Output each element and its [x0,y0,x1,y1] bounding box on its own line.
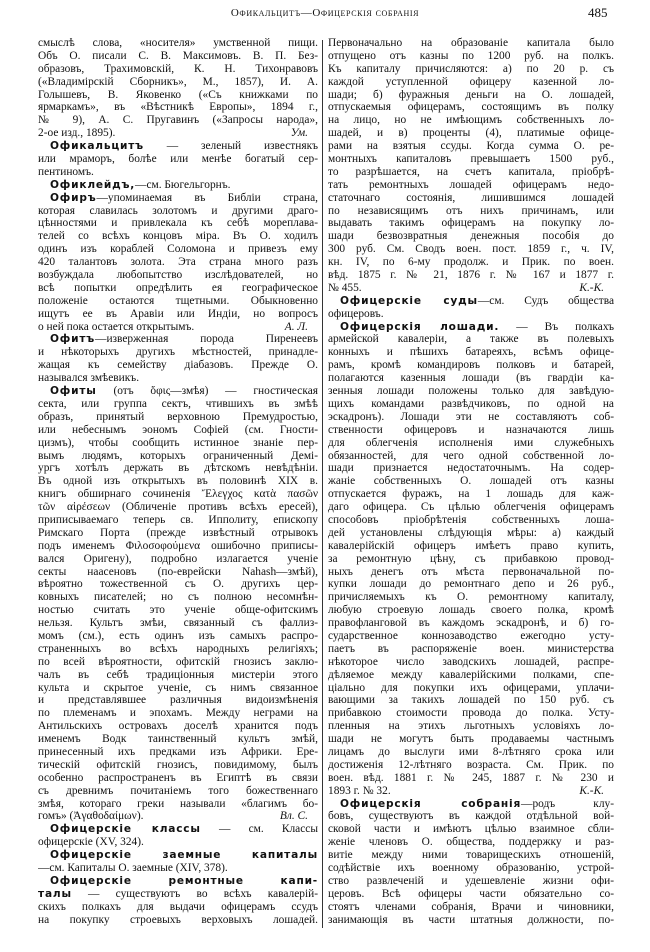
line-text: —см. Судъ общества [477,294,614,307]
text-line [328,140,614,153]
text-line [328,192,614,205]
text-line [38,462,318,475]
text-line [38,720,318,733]
line-text: назывался змѣевикъ. [38,372,140,385]
line-text: обязанностей, для чего одной собственной ло- [328,449,614,462]
text-line [328,437,614,450]
text-line [38,437,318,450]
text-line [38,450,318,463]
text-line [38,76,318,89]
author-signature: А. Л. [284,320,308,333]
text-line [38,346,318,359]
line-text: одинъ изъ кораблей Соломона и привезъ ему [38,243,318,256]
line-text: —см. Бюгельгорнъ. [135,178,231,191]
text-line [38,359,318,372]
line-text: отпускаемыя офицерамъ, состоящимъ въ полку [328,101,614,114]
headword: Офицерскія лошади. [340,320,500,333]
text-line [328,785,614,798]
line-text: полагаются казенныя лошади (въ гвардіи ка- [328,372,614,385]
text-line [38,411,318,424]
line-text: всѣ попытки опредѣлить ея географическое [38,281,318,294]
line-text: книгъ обширнаго сочиненія Ἔλεγχος κατὰ πασῶν [38,488,318,501]
text-line [328,553,614,566]
text-line [38,308,318,321]
line-text: ство развлеченій и удешевленіе жизни офи- [328,874,614,887]
line-text: ціально для покупки ихъ офицерами, уплачи- [328,681,614,694]
text-line [328,76,614,89]
text-line [38,630,318,643]
line-text: лицамъ до выслуги ими 8-лѣтняго срока или [328,745,614,758]
text-line [328,643,614,656]
line-text: ищутъ ее въ Аравіи или Индіи, но вопросъ [38,307,318,320]
text-line [328,230,614,243]
line-text: статочнаго состоянія, лишившимся лошадей [328,191,614,204]
headword: талы [38,887,72,900]
line-text: тическій офитскій гнозисъ, повидимому, былъ [38,758,318,771]
text-line [328,153,614,166]
line-text: № 9), А. С. Пругавинъ («Запросы народа», [38,114,318,127]
line-text: шади признается недостаточнымъ. На содер- [328,462,614,475]
line-text: образъ, принятый верховною Премудростью, [38,410,318,423]
text-line [38,888,318,901]
text-line [328,101,614,114]
line-text: отпущено отъ казны по 1200 руб. на полкъ. [328,49,614,62]
line-text: сковой части и имѣютъ цѣлью взаимное сбли- [328,823,614,836]
line-text: возбуждала любопытство изслѣдователей, но [38,269,318,282]
line-text: выдавать такимъ офицерамъ на покупку ло- [328,217,614,230]
line-text: скихъ полкахъ для выдачи офицерамъ ссудъ [38,900,318,913]
line-text: жащая къ семейству діабазовъ. Прежде О. [38,359,318,372]
line-text: вѣд. 1875 г. № 21, 1876 г. № 167 и 1877 г. [328,269,614,282]
text-line [38,617,318,630]
line-text: τῶν αἱρέσεων (Обличеніе противъ всѣхъ ересей), [38,501,318,514]
line-text: монтныхъ капиталовъ превышаетъ 1500 руб., [328,153,614,166]
line-text: на лицо, но не имѣющимъ собственныхъ ло- [328,114,614,127]
line-text: правофланговой въ каждомъ эскадронѣ, и б) го- [328,617,614,630]
line-text: пентиномъ. [38,165,94,178]
text-line [328,63,614,76]
line-text: церовъ. Всѣ офицеры части обязательно со- [328,887,614,900]
text-line [38,669,318,682]
text-line [38,321,318,334]
headword: Офитъ [50,333,96,346]
text-line [328,566,614,579]
line-text: (отъ ὄφις—змѣя) — гностическая [96,385,318,398]
text-line [328,759,614,772]
entry-first-line [38,140,318,153]
entry-first-line [38,849,318,862]
text-line [38,772,318,785]
text-line [328,282,614,295]
text-line [38,269,318,282]
text-line [328,372,614,385]
text-line [328,37,614,50]
text-line [38,643,318,656]
headword: Офицерскіе суды [340,294,478,307]
line-text: шади; б) фуражныя деньги на О. лошадей, [328,88,614,101]
text-line [38,901,318,914]
line-text: гомъ» (Ἀγαθοδαίμων). [38,810,144,823]
line-text: особенно распространенъ въ Египтѣ въ связи [38,771,318,784]
text-line [328,914,614,927]
entry-first-line [328,321,614,334]
line-text: Первоначально на образованіе капитала было [328,37,614,49]
text-line [328,901,614,914]
text-line [328,127,614,140]
text-line [38,798,318,811]
line-text: витіе между ними товарищескихъ отношеній, [328,849,614,862]
text-line [38,746,318,759]
entry-first-line [328,798,614,811]
line-text: воен. вѣд. 1881 г. № 245, 1887 г. № 230 и [328,771,614,784]
line-text: дѣляемое между кавалерійскими полками, спе- [328,668,614,681]
line-text: о ней пока остается открытымъ. [38,320,195,333]
line-text: —родъ клу- [521,797,614,810]
line-text: ургъ хотѣлъ держать въ дѣтскомъ невѣдѣніи. [38,462,318,475]
running-header: Офикальцитъ—Офицерскія собранія [230,7,420,19]
text-line [328,669,614,682]
line-text: кавалерійскій офицеръ имѣетъ право купить, [328,539,614,552]
text-line [328,823,614,836]
headword: Офицерскіе заемные капиталы [50,849,318,862]
author-signature: К.-К. [579,281,604,294]
line-text: для облегченія исполненія ими служебныхъ [328,436,614,449]
line-text: 300 руб. См. Сводъ воен. пост. 1859 г., ч. IV, [328,243,614,256]
text-line [328,346,614,359]
line-text: конныхъ и пѣшихъ батареяхъ, всѣмъ офице- [328,346,614,359]
line-text: шадей, и в) проценты (4), платимые офице- [328,127,614,140]
column-divider [322,40,323,928]
headword: Офицерскіе ремонтные капи- [50,874,318,887]
line-text: чалъ въ себѣ традиціонныя мистеріи этого [38,668,318,681]
text-line [328,243,614,256]
text-line [328,617,614,630]
line-text: офицеровъ. [328,307,384,320]
text-line [38,205,318,218]
line-text: по племенамъ и эпохамъ. Между неграми на [38,707,318,720]
text-line [328,591,614,604]
line-text: —упоминаемая въ Библіи страна, [96,191,318,204]
line-text: —см. Капиталы О. заемные (XIV, 378). [38,862,228,874]
text-line [328,205,614,218]
line-text: смыслѣ слова, «носителя» умственной пищи. [38,37,318,49]
text-line [38,604,318,617]
line-text: цѣнностями и привлекала къ себѣ мореплава- [38,217,318,230]
text-line [38,243,318,256]
text-line [328,888,614,901]
entry-first-line [328,295,614,308]
line-text: пленныя на этихъ льготныхъ условіяхъ ло- [328,720,614,733]
text-line [328,50,614,63]
text-line [38,282,318,295]
line-text: ковныхъ писателей; но съ полною несомнѣн- [38,591,318,604]
line-text: бовъ, существуютъ въ каждой отдѣльной вой- [328,810,614,823]
left-column [38,37,318,926]
entry-first-line [38,179,318,192]
text-line [38,295,318,308]
line-text: 1893 г. № 32. [328,784,391,797]
text-line [38,372,318,385]
entry-first-line [38,192,318,205]
text-line [328,411,614,424]
line-text: офицерскіе (XV, 324). [38,836,144,849]
text-line [328,488,614,501]
text-line [328,385,614,398]
line-text: рами на взятыя ссуды. Когда сумма О. ре- [328,140,614,153]
text-line [38,566,318,579]
text-line [328,514,614,527]
line-text: даго офицера. Съ цѣлью облегченія офицерамъ [328,501,614,514]
line-text: Антильскихъ островахъ доселѣ хранится подъ [38,720,318,733]
text-line [328,707,614,720]
line-text: паетъ въ распоряженіе воен. министерства [328,642,614,655]
text-line [328,269,614,282]
line-text: тать ремонтныхъ лошадей офицерамъ недо- [328,178,614,191]
text-line [38,527,318,540]
line-text: то разрѣшается, на счетъ капитала, пріобрѣ- [328,165,614,178]
line-text: нельзя. Культъ змѣи, связанный съ фаллиз- [38,617,318,630]
text-line [328,604,614,617]
entry-first-line [38,333,318,346]
text-line [38,540,318,553]
line-text: эскадронъ). Лошади эти не составляютъ соб- [328,410,614,423]
line-text: — существуютъ во всѣхъ кавалерій- [71,887,318,900]
text-line [38,475,318,488]
line-text: шади безвозвратныя денежныя пособія до [328,230,614,243]
line-text: отпускается фуражъ, на 1 лошадь для каж- [328,488,614,501]
text-line [328,450,614,463]
line-text: культа и скрытое ученіе, съ нимъ связанное [38,681,318,694]
text-line [328,114,614,127]
text-line [38,914,318,927]
author-signature: Ум. [290,127,308,140]
line-text: занимающія въ части штатныя должности, по- [328,913,614,926]
line-text: съ древнимъ почитаніемъ того божественнаго [38,784,318,797]
line-text: 2-ое изд., 1895). [38,127,116,140]
line-text: — см. Классы [200,823,318,836]
line-text: способовъ пріобрѣтенія собственныхъ лоша- [328,513,614,526]
line-text: Къ капиталу причисляются: а) по 20 р. съ [328,62,614,75]
text-line [328,256,614,269]
line-text: нѣкоторое число заводскихъ лошадей, распре- [328,655,614,668]
author-signature: Вл. С. [279,810,308,823]
text-line [38,733,318,746]
text-line [38,810,318,823]
text-line [328,527,614,540]
text-line [38,694,318,707]
text-line [328,746,614,759]
entry-first-line [38,823,318,836]
text-line [38,89,318,102]
entry-first-line [38,385,318,398]
text-line [38,707,318,720]
line-text: рамъ, кромѣ командировъ полковъ и батарей, [328,359,614,372]
line-text: женіе членовъ О. общества, поддержку и раз- [328,836,614,849]
line-text: телей со всѣхъ концовъ міра. Въ О. ходилъ [38,230,318,243]
line-text: по независящимъ отъ нихъ причинамъ, или [328,204,614,217]
line-text: ностью считать это ученіе обще-офитскимъ [38,604,318,617]
text-line [38,785,318,798]
text-line [38,230,318,243]
text-line [328,501,614,514]
line-text: за ремонтную цѣну, съ прибавкою провод- [328,552,614,565]
page-number: 485 [588,5,608,20]
text-line [328,694,614,707]
text-line [38,101,318,114]
text-line [328,359,614,372]
line-text: и представлявшее различныя видоизмѣненія [38,694,318,707]
line-text: и нѣкоторыхъ другихъ мѣстностей, принадле- [38,346,318,359]
line-text: которая славилась золотомъ и другими драго- [38,204,318,217]
text-line [38,488,318,501]
line-text: — зеленый известнякъ [143,140,318,153]
text-line [328,682,614,695]
line-text: вымъ людямъ, которыхъ ограниченный Демі- [38,449,318,462]
line-text: зенныя лошади положены только для завѣдую- [328,385,614,398]
text-line [38,50,318,63]
text-line [38,514,318,527]
line-text: любую строевую лошадь своего полка, кромѣ [328,604,614,617]
line-text: страненныхъ во всѣхъ народныхъ религіяхъ; [38,642,318,655]
line-text: достиженія 12-лѣтняго возраста. См. Прик. по [328,758,614,771]
text-line [38,37,318,50]
headword: Офицерскія собранія [340,797,522,810]
text-line [38,836,318,849]
line-text: Римскаго Порта (прежде извѣстный отрывокъ [38,526,318,539]
author-signature: К.-К. [579,784,604,797]
text-line [328,630,614,643]
line-text: секты наасеновъ (по-еврейски Nahash—змѣй), [38,565,318,578]
line-text: 420 талантовъ золота. Эта страна много разъ [38,256,318,269]
text-line [328,217,614,230]
line-text: ярмаркамъ», въ «Вѣстникѣ Европы», 1894 г., [38,101,318,114]
text-line [328,462,614,475]
text-line [38,862,318,875]
text-line [328,772,614,785]
text-line [328,475,614,488]
line-text: содѣйствіе ихъ военному образованію, устрой- [328,862,614,874]
line-text: — Въ полкахъ [499,320,614,333]
line-text: стоятъ членами собранія, Врачи и чиновники, [328,900,614,913]
line-text: ныхъ денегъ отъ мѣста первоначальной по- [328,565,614,578]
line-text: («Владимірскій Сборникъ», М., 1857), И. А. [38,75,318,88]
line-text: приписываемаго теперь св. Ипполиту, епископу [38,513,318,526]
line-text: Въ одной изъ открытыхъ въ половинѣ XIX в. [38,475,318,488]
line-text: образовъ, Трахимовскій, К. Н. Тихонравовъ [38,62,318,75]
line-text: каждой уступленной офицеру казенной ло- [328,75,614,88]
line-text: или небеснымъ эономъ Софіей (см. Гности- [38,423,318,436]
text-line [328,810,614,823]
text-line [38,553,318,566]
text-line [38,63,318,76]
line-text: цизмъ), чтобы сообщить истинное знаніе пер- [38,436,318,449]
text-line [328,875,614,888]
text-line [38,759,318,772]
text-line [328,308,614,321]
text-line [328,89,614,102]
line-text: змѣя, котораго греки называли «благимъ бо- [38,797,318,810]
line-text: причисляемыхъ къ О. ремонтному капиталу, [328,591,614,604]
text-line [328,578,614,591]
text-line [328,398,614,411]
text-line [328,720,614,733]
headword: Офиты [50,385,97,398]
line-text: принесенный ихъ предками изъ Африки. Ере- [38,745,318,758]
text-line [38,682,318,695]
text-line [328,656,614,669]
headword: Офикальцитъ [50,140,144,153]
line-text: положеніе остаются тщетными. Обыкновенно [38,294,318,307]
text-line [38,217,318,230]
line-text: щихъ командами развѣдчиковъ, по одной на [328,397,614,410]
line-text: вающими за такихъ лошадей по 150 руб. съ [328,694,614,707]
text-line [328,179,614,192]
line-text: шади не могутъ быть продаваемы частнымъ [328,733,614,746]
line-text: подъ именемъ Φιλοσοφούμενα ошибочно приписы- [38,539,318,552]
text-line [38,501,318,514]
line-text: момъ (см.), есть одинъ изъ самыхъ распро- [38,629,318,642]
text-line [328,333,614,346]
text-line [328,424,614,437]
line-text: именемъ Водк таинственный культъ змѣй, [38,733,318,746]
text-line [38,578,318,591]
headword: Офицерскіе классы [50,823,201,836]
line-text: кн. IV, по 6-му продолж. и Прик. по воен. [328,256,614,269]
line-text: № 455. [328,281,362,294]
line-text: вался Оригену), подробно излагается ученіе [38,552,318,565]
line-text: вѣроятно тожественной съ О. другихъ цер- [38,578,318,591]
headword: Офиръ [50,191,97,204]
entry-first-line [38,875,318,888]
line-text: сударственное коннозаводство ежегодно усту- [328,629,614,642]
line-text: на покупку строевыхъ верховыхъ лошадей. [38,913,318,926]
text-line [328,733,614,746]
text-line [328,166,614,179]
text-line [38,153,318,166]
line-text: дей установлены слѣдующія мѣры: а) каждый [328,526,614,539]
line-text: прибавкою стоимости провода до полка. Усту- [328,707,614,720]
line-text: Голышевъ, В. Яковенко («Съ книжками по [38,88,318,101]
text-line [38,424,318,437]
headword: Офиклейдъ, [50,178,136,191]
text-line [38,127,318,140]
line-text: ственности офицеровъ и назначаются лишь [328,423,614,436]
text-line [38,656,318,669]
line-text: —изверженная порода Пиренеевъ [95,333,318,346]
text-line [328,849,614,862]
text-line [38,256,318,269]
text-line [38,166,318,179]
line-text: жаніе собственныхъ О. лошадей отъ казны [328,475,614,488]
text-line [38,591,318,604]
line-text: по всей вѣроятности, офитскій гнозисъ заклю- [38,655,318,668]
line-text: Объ О. писали С. В. Максимовъ. В. П. Без- [38,49,318,62]
text-line [38,114,318,127]
text-line [328,836,614,849]
right-column [328,37,614,926]
line-text: или мраморъ, болѣе или менѣе богатый сер- [38,153,318,166]
line-text: купки лошади до ремонтнаго депо и 26 руб., [328,578,614,591]
line-text: секта, или группа сектъ, чтившихъ въ змѣѣ [38,397,318,410]
text-line [38,398,318,411]
line-text: армейской кавалеріи, а также въ полевыхъ [328,333,614,346]
text-line [328,862,614,875]
text-line [328,540,614,553]
